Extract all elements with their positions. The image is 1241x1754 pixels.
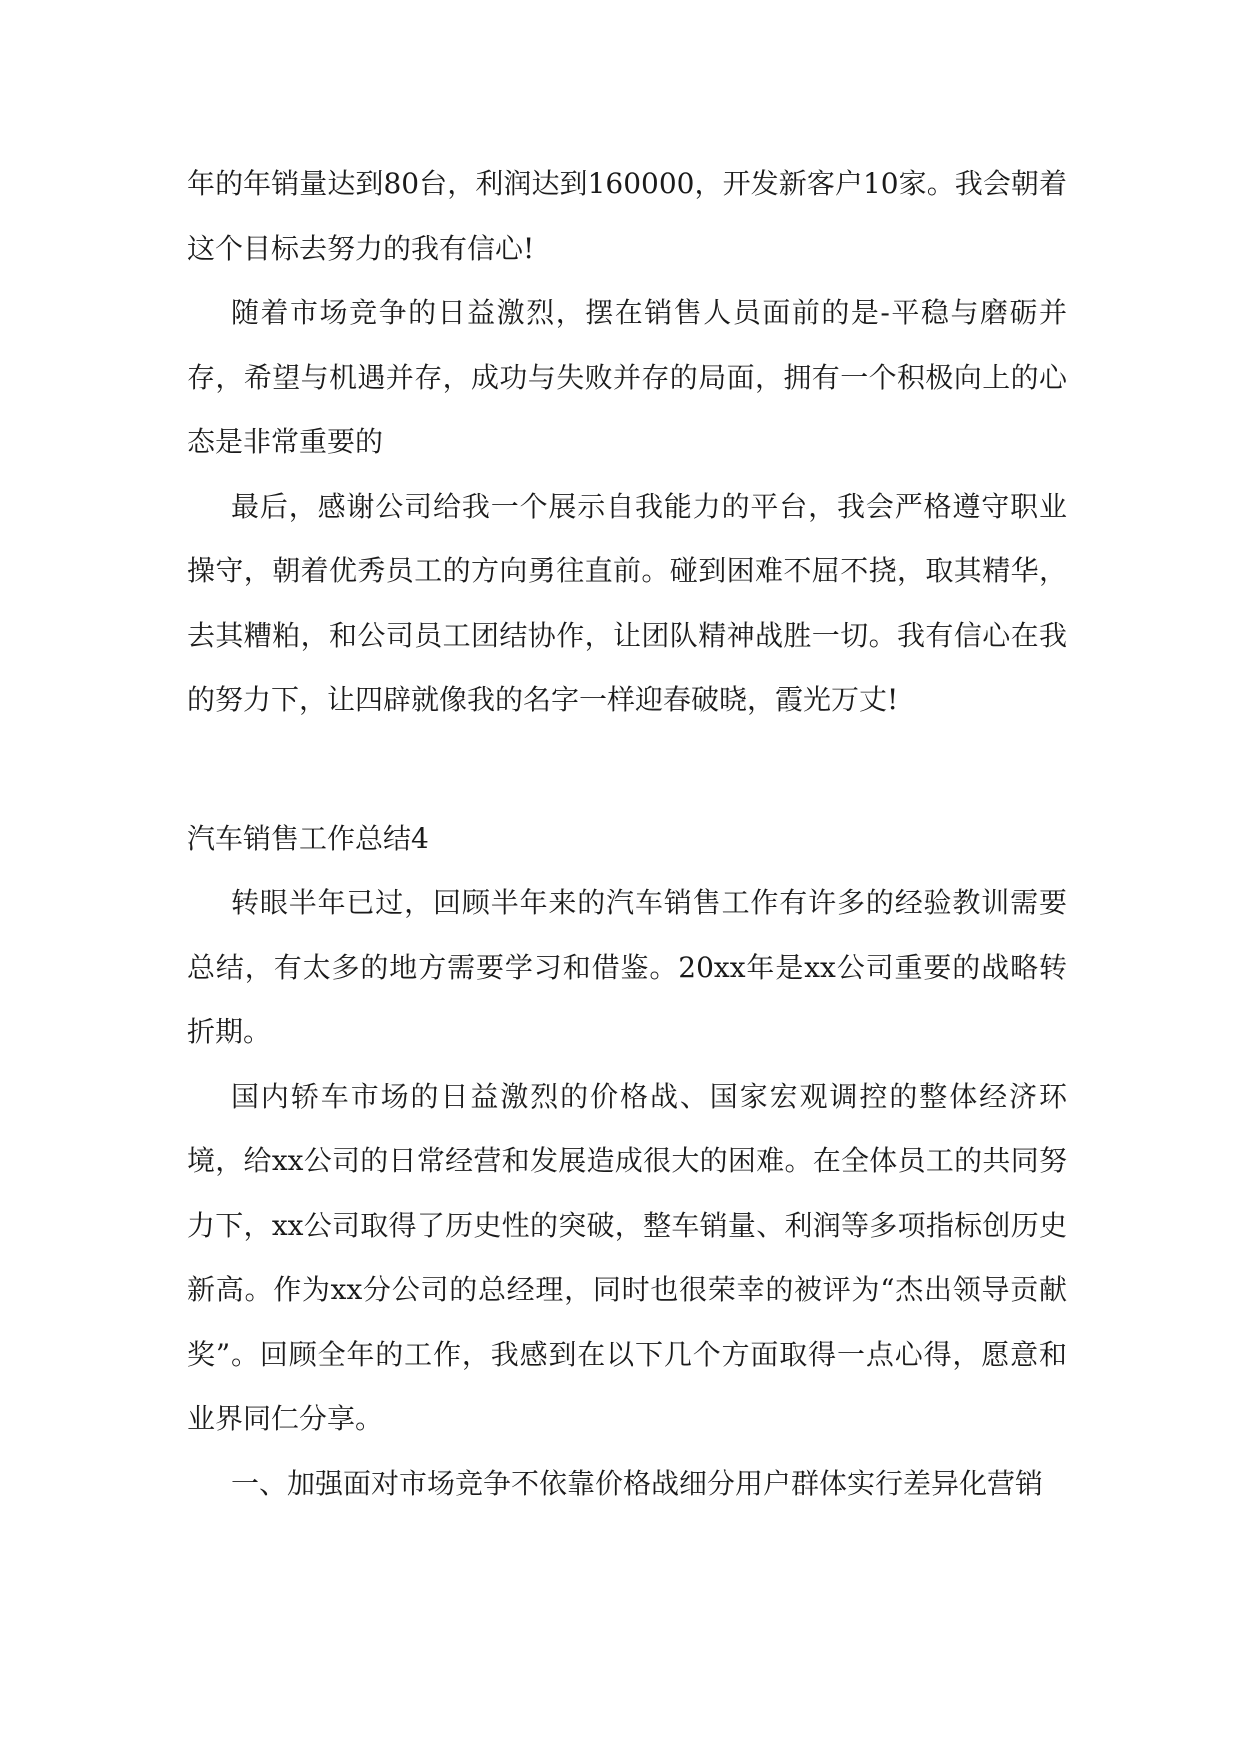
paragraph-market-competition: 随着市场竞争的日益激烈，摆在销售人员面前的是-平稳与磨砺并存，希望与机遇并存，成功与失败并存的局面，拥有一个积极向上的心态是非常重要的 — [187, 296, 1067, 458]
paragraph-domestic-market: 国内轿车市场的日益激烈的价格战、国家宏观调控的整体经济环境，给xx公司的日常经营和发展造成很大的困难。在全体员工的共同努力下，xx公司取得了历史性的突破，整车销量、利润等多项指标创历史新高。作为xx分公司的总经理，同时也很荣幸的被评为“杰出领导贡献奖”。回顾全年的工作，我感到在以下几个方面取得一点心得，愿意和业界同仁分享。 — [187, 1079, 1067, 1435]
section-title: 汽车销售工作总结4 — [187, 821, 429, 855]
paragraph-sales-target: 年的年销量达到80台，利润达到160000，开发新客户10家。我会朝着这个目标去努力的我有信心! — [187, 167, 1067, 265]
paragraph-half-year-review: 转眼半年已过，回顾半年来的汽车销售工作有许多的经验教训需要总结，有太多的地方需要学习和借鉴。20xx年是xx公司重要的战略转折期。 — [187, 886, 1067, 1048]
section-spacer — [187, 733, 1067, 807]
paragraph-heading-one: 一、加强面对市场竞争不依靠价格战细分用户群体实行差异化营销 — [231, 1466, 1044, 1500]
paragraph-closing-thanks: 最后，感谢公司给我一个展示自我能力的平台，我会严格遵守职业操守，朝着优秀员工的方向勇往直前。碰到困难不屈不挠，取其精华，去其糟粕，和公司员工团结协作，让团队精神战胜一切。我有信心在我的努力下，让四辟就像我的名字一样迎春破晓，霞光万丈! — [187, 489, 1067, 716]
document-page — [187, 152, 1067, 1516]
